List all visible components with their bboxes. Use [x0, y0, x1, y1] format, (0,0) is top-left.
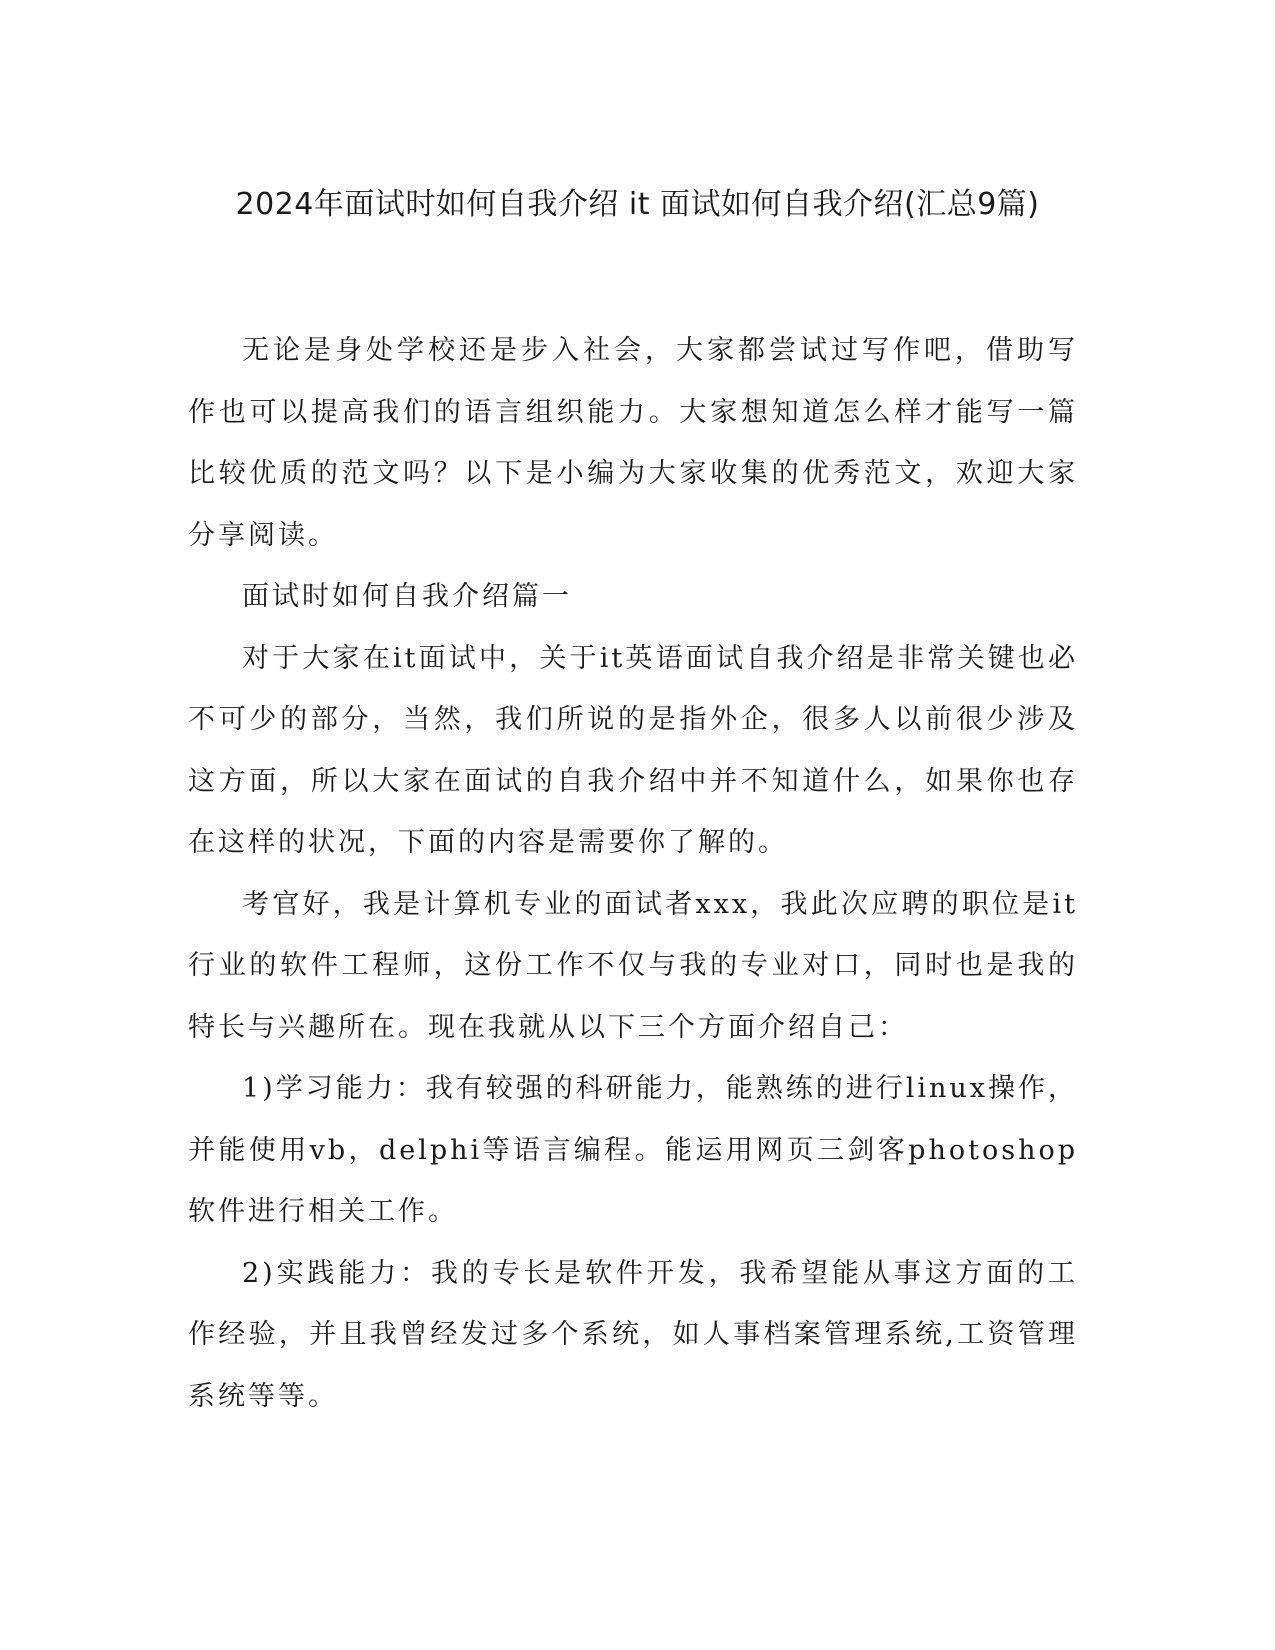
paragraph: 对于大家在it面试中，关于it英语面试自我介绍是非常关键也必不可少的部分，当然，我们所说的是指外企，很多人以前很少涉及这方面，所以大家在面试的自我介绍中并不知道什么，如果你也存在这样的状况，下面的内容是需要你了解的。	[188, 642, 1078, 858]
paragraph-list-item: 2)实践能力：我的专长是软件开发，我希望能从事这方面的工作经验，并且我曾经发过多个系统，如人事档案管理系统,工资管理系统等等。	[188, 1257, 1078, 1412]
paragraph: 考官好，我是计算机专业的面试者xxx，我此次应聘的职位是it行业的软件工程师，这份工作不仅与我的专业对口，同时也是我的特长与兴趣所在。现在我就从以下三个方面介绍自己：	[188, 888, 1078, 1043]
paragraph-intro: 无论是身处学校还是步入社会，大家都尝试过写作吧，借助写作也可以提高我们的语言组织能力。大家想知道怎么样才能写一篇比较优质的范文吗？以下是小编为大家收集的优秀范文，欢迎大家分享阅读。	[188, 335, 1078, 551]
document-title: 2024年面试时如何自我介绍 it 面试如何自我介绍(汇总9篇)	[235, 187, 1040, 222]
paragraph-list-item: 1)学习能力：我有较强的科研能力，能熟练的进行linux操作，并能使用vb，delphi等语言编程。能运用网页三剑客photoshop软件进行相关工作。	[188, 1073, 1078, 1227]
document-body	[188, 320, 1078, 1427]
section-heading: 面试时如何自我介绍篇一	[242, 581, 572, 612]
